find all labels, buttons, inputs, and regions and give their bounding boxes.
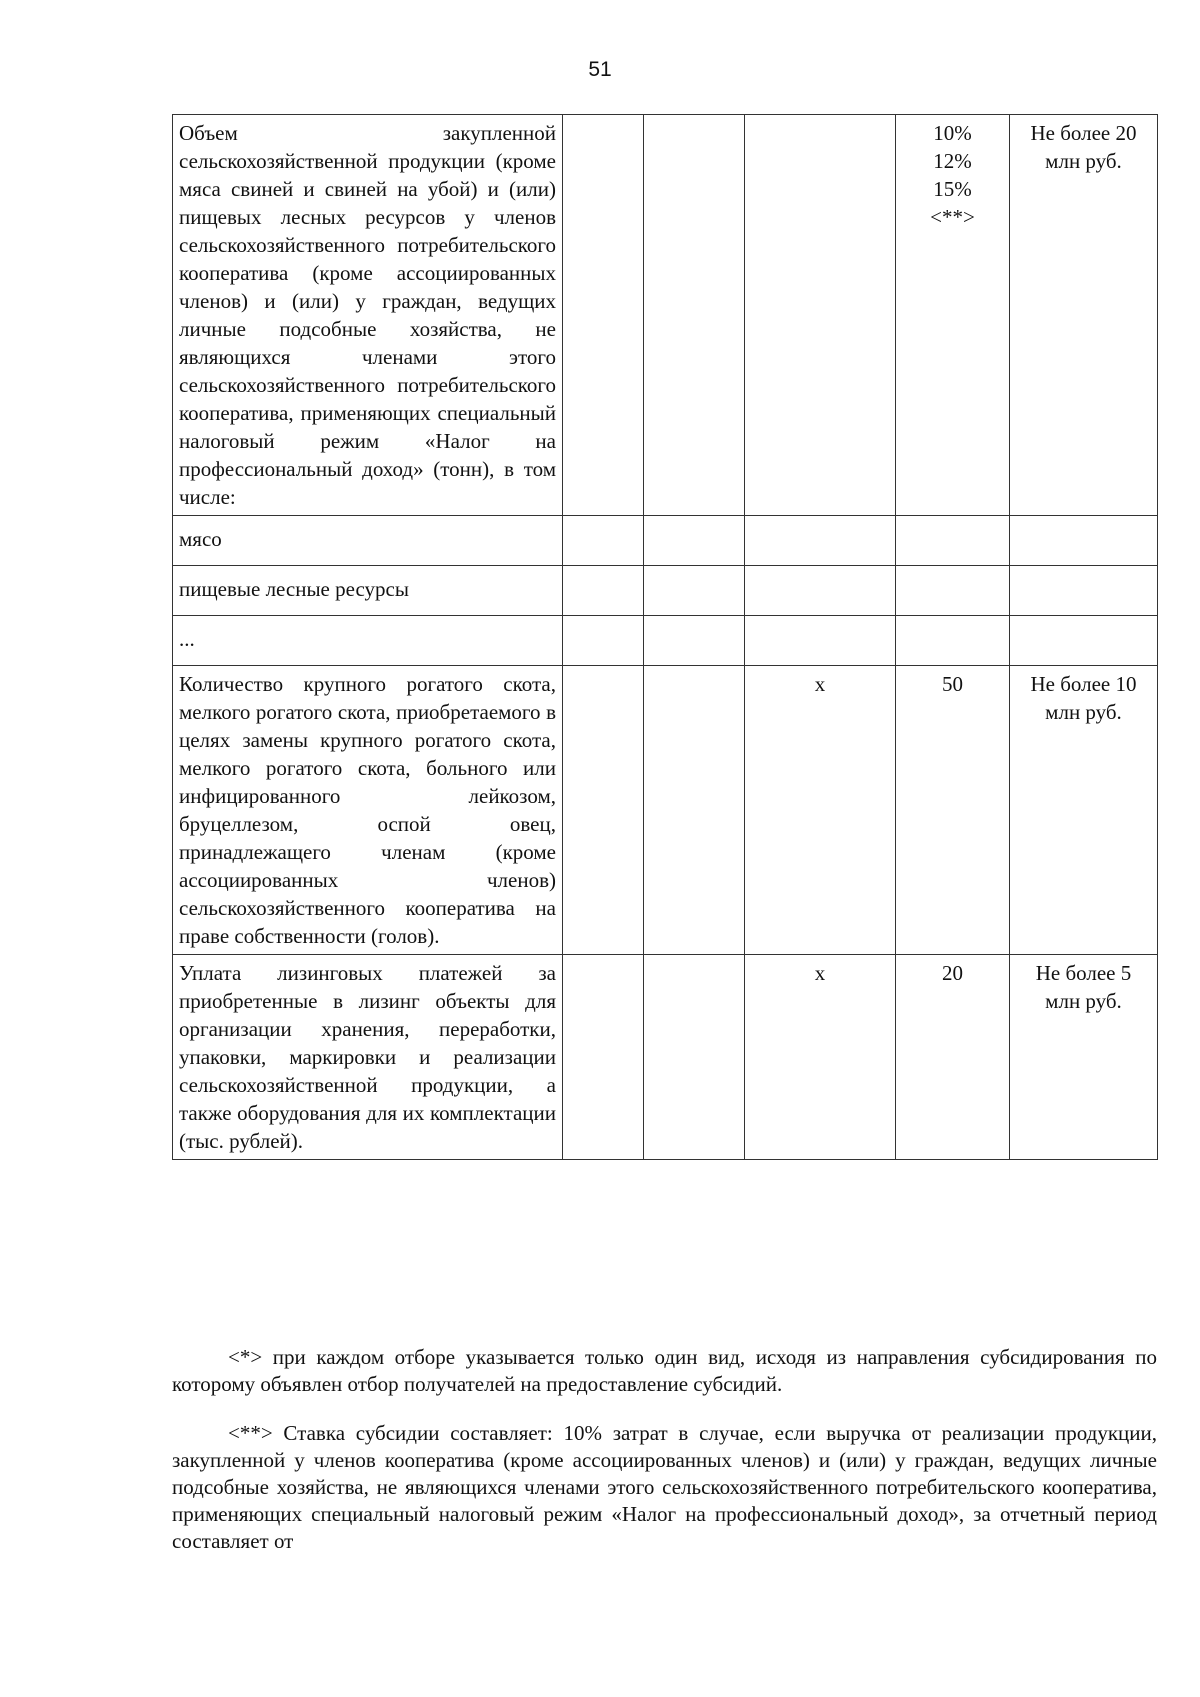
subsidy-limit-cell: Не более 20 млн руб.	[1010, 115, 1158, 516]
table-row	[173, 666, 1158, 955]
table-cell	[563, 566, 644, 616]
subsidy-rate-cell: 20	[896, 955, 1010, 1160]
row-description: пищевые лесные ресурсы	[173, 566, 563, 616]
table-cell	[563, 666, 644, 955]
table-cell: х	[745, 955, 896, 1160]
row-description: Уплата лизинговых платежей за приобретенные в лизинг объекты для организации хранения, переработки, упаковки, маркировки и реализации сельскохозяйственной продукции, а также оборудования для их комплектации (тыс. рублей).	[173, 955, 563, 1160]
table-cell	[745, 616, 896, 666]
table-cell	[644, 566, 745, 616]
table-cell: х	[745, 666, 896, 955]
table-cell	[644, 616, 745, 666]
footnote-subsidy-rate: <**> Ставка субсидии составляет: 10% затрат в случае, если выручка от реализации продукции, закупленной у членов кооператива (кроме ассоциированных членов) и (или) у граждан, ведущих личные подсобные хозяйства, не являющихся членами этого сельскохозяйственного потребительского кооператива, применяющих специальный налоговый режим «Налог на профессиональный доход», за отчетный период составляет от	[172, 1421, 1157, 1553]
table-cell	[563, 115, 644, 516]
table-cell	[563, 516, 644, 566]
table-cell	[644, 115, 745, 516]
subsidy-limit-cell: Не более 5 млн руб.	[1010, 955, 1158, 1160]
table-cell	[896, 516, 1010, 566]
table-cell	[745, 115, 896, 516]
table-row	[173, 955, 1158, 1160]
table-cell	[896, 616, 1010, 666]
table-cell	[896, 566, 1010, 616]
table-cell	[563, 616, 644, 666]
table-row	[173, 516, 1158, 566]
table-cell	[644, 955, 745, 1160]
row-description: Количество крупного рогатого скота, мелкого рогатого скота, приобретаемого в целях замены крупного рогатого скота, мелкого рогатого скота, больного или инфицированного лейкозом, бруцеллезом, оспой овец, принадлежащего членам (кроме ассоциированных членов) сельскохозяйственного кооператива на праве собственности (голов).	[173, 666, 563, 955]
table-cell	[1010, 616, 1158, 666]
table-row	[173, 115, 1158, 516]
table-cell	[563, 955, 644, 1160]
row-description: мясо	[173, 516, 563, 566]
row-description: Объем закупленной сельскохозяйственной продукции (кроме мяса свиней и свиней на убой) и (или) пищевых лесных ресурсов у членов сельскохозяйственного потребительского кооператива (кроме ассоциированных членов) и (или) у граждан, ведущих личные подсобные хозяйства, не являющихся членами этого сельскохозяйственного потребительского кооператива, применяющих специальный налоговый режим «Налог на профессиональный доход» (тонн), в том числе:	[173, 115, 563, 516]
table-cell	[745, 566, 896, 616]
table-cell	[1010, 566, 1158, 616]
subsidy-table	[172, 114, 1158, 1160]
subsidy-rate-cell: 10% 12% 15% <**>	[896, 115, 1010, 516]
page-number: 51	[588, 58, 612, 81]
row-description: ...	[173, 616, 563, 666]
subsidy-limit-cell: Не более 10 млн руб.	[1010, 666, 1158, 955]
table-cell	[1010, 516, 1158, 566]
table-cell	[745, 516, 896, 566]
subsidy-rate-cell: 50	[896, 666, 1010, 955]
table-cell	[644, 516, 745, 566]
footnotes	[172, 1344, 1157, 1577]
table-cell	[644, 666, 745, 955]
table-row	[173, 616, 1158, 666]
table-row	[173, 566, 1158, 616]
footnote-single-type: <*> при каждом отборе указывается только один вид, исходя из направления субсидирования по которому объявлен отбор получателей на предоставление субсидий.	[172, 1345, 1157, 1396]
